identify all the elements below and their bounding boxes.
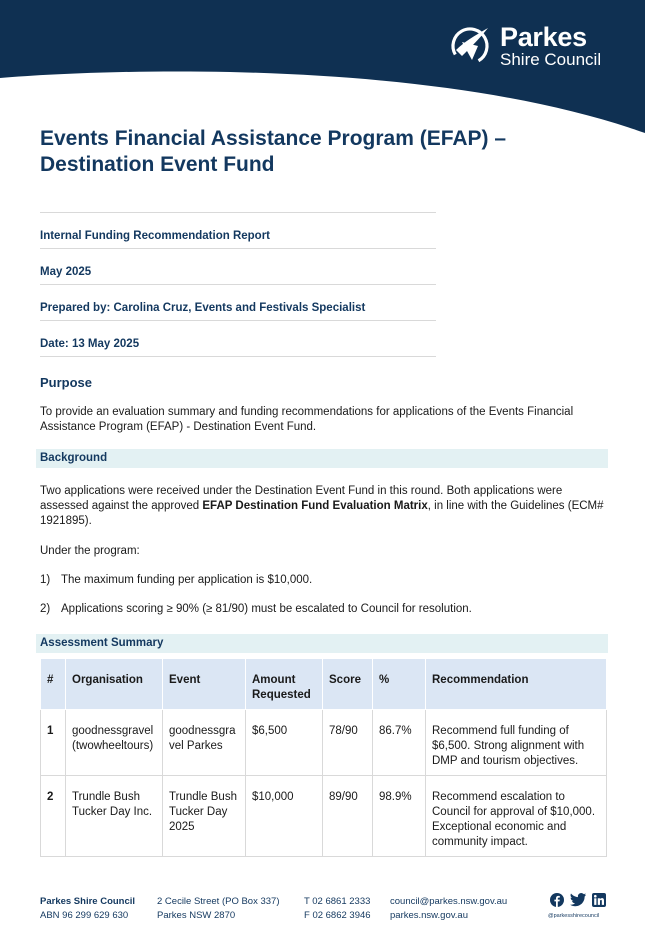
twitter-icon[interactable] — [570, 893, 586, 907]
cell-organisation: Trundle Bush Tucker Day Inc. — [66, 776, 163, 857]
assessment-heading: Assessment Summary — [40, 637, 164, 649]
cell-recommendation: Recommend escalation to Council for approval of $10,000. Exceptional economic and community impact. — [426, 776, 607, 857]
cell-event: goodnessgravel Parkes — [163, 710, 246, 776]
background-heading-band — [36, 449, 608, 468]
footer-fax: F 02 6862 3946 — [304, 910, 371, 921]
cell-percent: 98.9% — [373, 776, 426, 857]
cell-percent: 86.7% — [373, 710, 426, 776]
footer-address-block — [157, 895, 280, 923]
parkes-logo[interactable] — [448, 20, 618, 70]
facebook-icon[interactable] — [550, 893, 564, 907]
footer-abn: ABN 96 299 629 630 — [40, 910, 129, 921]
col-header-event: Event — [163, 659, 246, 710]
assessment-table — [40, 658, 607, 857]
footer-org-name: Parkes Shire Council — [40, 896, 136, 907]
background-text — [40, 484, 605, 529]
table-row — [41, 776, 607, 857]
footer-phone-block — [304, 895, 371, 923]
cell-number: 1 — [41, 710, 66, 776]
footer-org-block — [40, 895, 135, 923]
cell-amount: $10,000 — [246, 776, 323, 857]
footer-phone: T 02 6861 2333 — [304, 896, 371, 907]
meta-period: May 2025 — [40, 248, 436, 284]
background-heading: Background — [40, 452, 108, 464]
footer-address-line-2: Parkes NSW 2870 — [157, 910, 236, 921]
footer-web-link[interactable]: parkes.nsw.gov.au — [390, 910, 468, 921]
assessment-heading-band — [36, 634, 608, 653]
footer-email-link[interactable]: council@parkes.nsw.gov.au — [390, 896, 508, 907]
purpose-heading: Purpose — [40, 375, 93, 390]
social-links — [548, 893, 610, 923]
col-header-amount: Amount Requested — [246, 659, 323, 710]
meta-report-type: Internal Funding Recommendation Report — [40, 212, 436, 248]
footer-contact-block — [390, 895, 507, 923]
social-handle: @parkesshirecouncil — [548, 913, 600, 919]
meta-date: Date: 13 May 2025 — [40, 320, 436, 357]
report-meta — [40, 212, 436, 357]
cell-organisation: goodnessgravel (twowheeltours) — [66, 710, 163, 776]
list-item-text: The maximum funding per application is $10,000. — [61, 574, 313, 586]
cell-recommendation: Recommend full funding of $6,500. Strong alignment with DMP and tourism objectives. — [426, 710, 607, 776]
cell-amount: $6,500 — [246, 710, 323, 776]
program-intro: Under the program: — [40, 545, 140, 557]
linkedin-icon[interactable] — [592, 893, 606, 907]
title-line-1: Events Financial Assistance Program (EFAP) – — [40, 127, 507, 150]
list-item-number: 1) — [40, 574, 51, 586]
col-header-recommendation: Recommendation — [426, 659, 607, 710]
logo-name: Parkes — [500, 22, 587, 52]
col-header-score: Score — [323, 659, 373, 710]
meta-prepared-by: Prepared by: Carolina Cruz, Events and Festivals Specialist — [40, 284, 436, 320]
table-header-row — [41, 659, 607, 710]
list-item-number: 2) — [40, 603, 51, 615]
logo-subname: Shire Council — [500, 50, 602, 69]
footer-address-line-1: 2 Cecile Street (PO Box 337) — [157, 896, 280, 907]
cell-score: 78/90 — [323, 710, 373, 776]
list-item — [40, 603, 472, 615]
purpose-text: To provide an evaluation summary and funding recommendations for applications of the Events Financial Assistance Program (EFAP) - Destination Event Fund. — [40, 406, 574, 433]
parkes-logo-mark-icon — [448, 20, 496, 68]
col-header-percent: % — [373, 659, 426, 710]
cell-score: 89/90 — [323, 776, 373, 857]
evaluation-matrix-ref: EFAP Destination Fund Evaluation Matrix — [202, 500, 428, 512]
cell-number: 2 — [41, 776, 66, 857]
table-row — [41, 710, 607, 776]
cell-event: Trundle Bush Tucker Day 2025 — [163, 776, 246, 857]
list-item-text: Applications scoring ≥ 90% (≥ 81/90) must be escalated to Council for resolution. — [61, 603, 472, 615]
col-header-organisation: Organisation — [66, 659, 163, 710]
title-line-2: Destination Event Fund — [40, 153, 275, 176]
col-header-number: # — [41, 659, 66, 710]
background-text-after: , in line with the Guidelines (ECM# 1921895). — [40, 500, 604, 527]
background-text-before: Two applications were received under the Destination Event Fund in this round. Both applications were assessed against the approved — [40, 485, 563, 512]
page-title — [40, 126, 600, 178]
list-item — [40, 574, 312, 586]
